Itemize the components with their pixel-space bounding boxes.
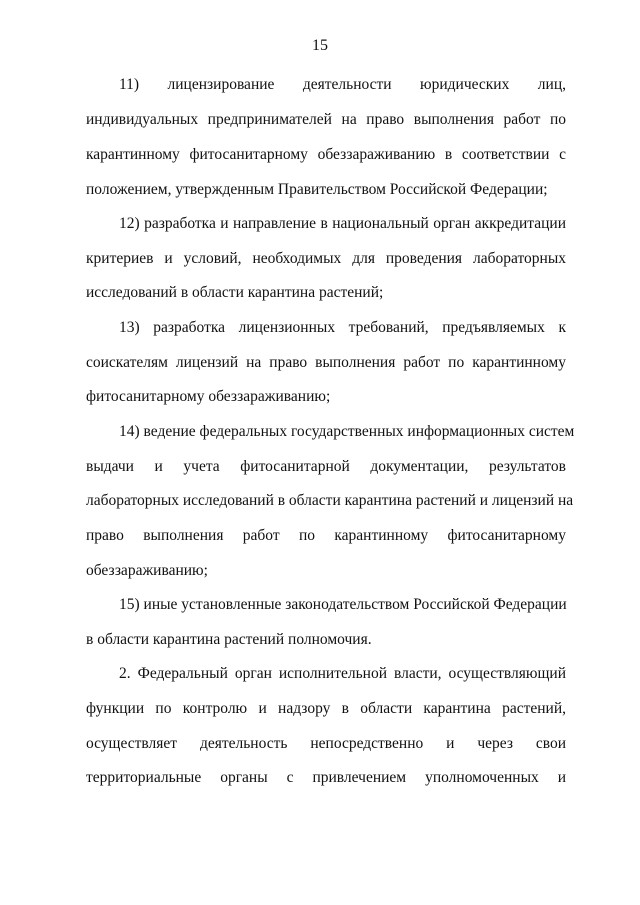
text-line: функции по контролю и надзору в области карантина растений, — [86, 700, 566, 717]
text-line: выдачи и учета фитосанитарной документации, результатов — [86, 458, 566, 475]
text-line: 12) разработка и направление в национальный орган аккредитации — [119, 215, 566, 232]
text-line: карантинному фитосанитарному обеззараживанию в соответствии с — [86, 146, 566, 163]
text-line: право выполнения работ по карантинному фитосанитарному — [86, 527, 566, 544]
text-line: осуществляет деятельность непосредственно и через свои — [86, 735, 566, 752]
text-line: обеззараживанию; — [86, 562, 208, 579]
text-line: 13) разработка лицензионных требований, предъявляемых к — [119, 319, 566, 336]
text-line: индивидуальных предпринимателей на право выполнения работ по — [86, 111, 566, 128]
text-line: соискателям лицензий на право выполнения работ по карантинному — [86, 354, 566, 371]
text-line: положением, утвержденным Правительством Российской Федерации; — [86, 181, 548, 198]
text-line: 11) лицензирование деятельности юридических лиц, — [119, 76, 566, 93]
text-line: фитосанитарному обеззараживанию; — [86, 388, 331, 405]
text-line: территориальные органы с привлечением уполномоченных и — [86, 769, 566, 786]
text-line: 14) ведение федеральных государственных информационных систем — [119, 423, 575, 440]
text-line: лабораторных исследований в области карантина растений и лицензий на — [86, 492, 574, 509]
text-line: исследований в области карантина растений; — [86, 284, 384, 301]
text-line: критериев и условий, необходимых для проведения лабораторных — [86, 250, 566, 267]
text-line: 2. Федеральный орган исполнительной власти, осуществляющий — [119, 665, 566, 682]
page-number: 15 — [312, 37, 328, 54]
text-line: в области карантина растений полномочия. — [86, 631, 372, 648]
text-line: 15) иные установленные законодательством Российской Федерации — [119, 596, 567, 613]
